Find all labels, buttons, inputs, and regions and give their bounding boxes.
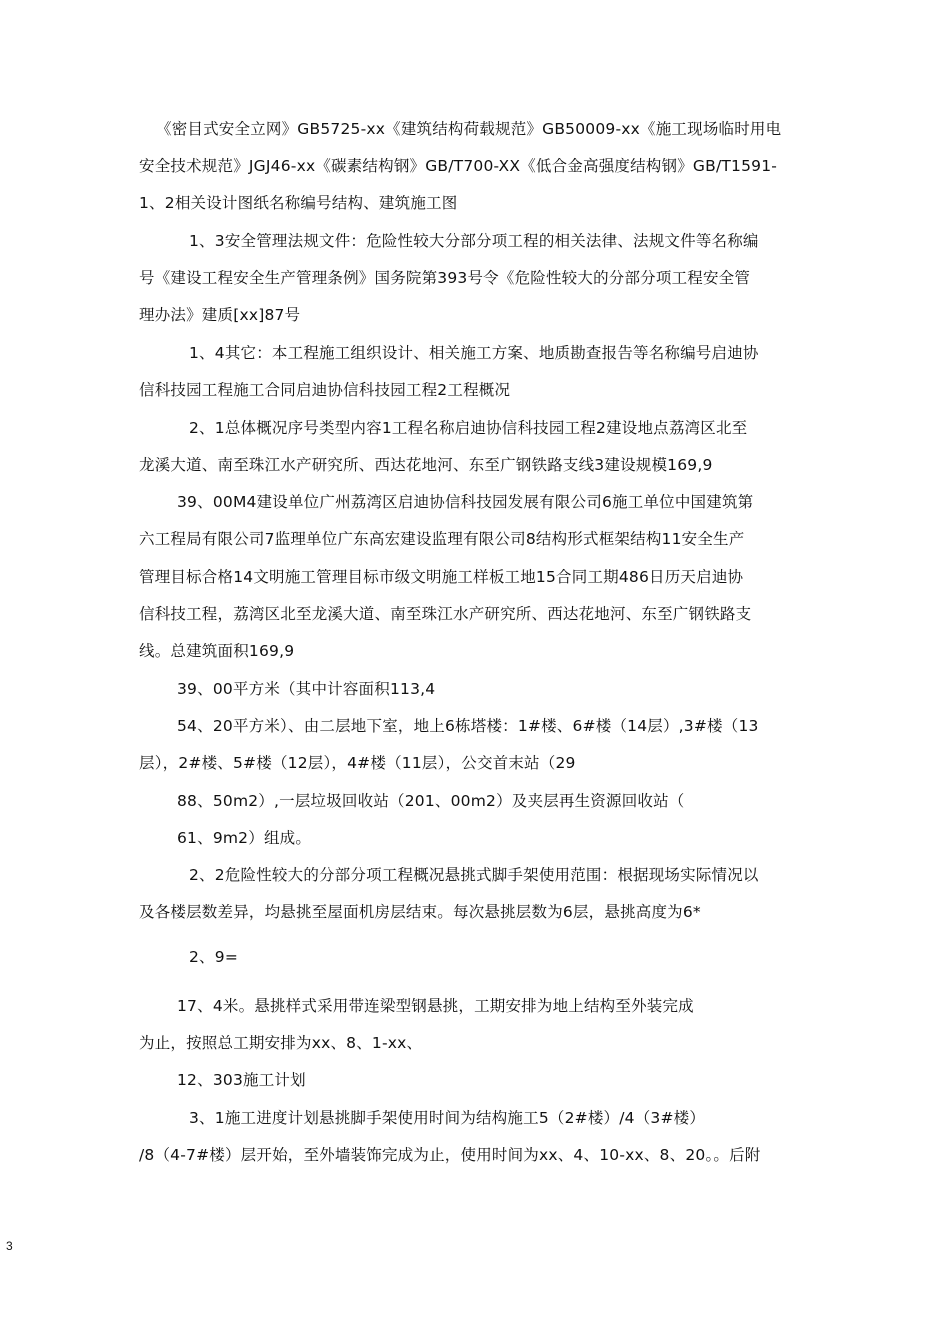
text-line: 39、00M4建设单位广州荔湾区启迪协信科技园发展有限公司6施工单位中国建筑第 bbox=[177, 493, 754, 511]
text-line: 88、50m2）,一层垃圾回收站（201、00m2）及夹层再生资源回收站（ bbox=[177, 792, 685, 810]
text-line: 六工程局有限公司7监理单位广东高宏建设监理有限公司8结构形式框架结构11安全生产 bbox=[139, 530, 745, 548]
text-line: 及各楼层数差异，均悬挑至屋面机房层结束。每次悬挑层数为6层，悬挑高度为6* bbox=[139, 903, 701, 921]
text-line: 39、00平方米（其中计容面积113,4 bbox=[177, 680, 436, 698]
text-line: 54、20平方米）、由二层地下室，地上6栋塔楼：1#楼、6#楼（14层）,3#楼（13 bbox=[177, 717, 759, 735]
text-line: 2、1总体概况序号类型内容1工程名称启迪协信科技园工程2建设地点荔湾区北至 bbox=[189, 419, 748, 437]
text-line: /8（4-7#楼）层开始，至外墙装饰完成为止，使用时间为xx、4、10-xx、8、20。。后附 bbox=[139, 1146, 761, 1164]
text-line: 线。总建筑面积169,9 bbox=[139, 642, 295, 660]
text-line: 12、303施工计划 bbox=[177, 1071, 306, 1089]
text-line: 层），2#楼、5#楼（12层），4#楼（11层），公交首末站（29 bbox=[139, 754, 576, 772]
text-line: 1、4其它：本工程施工组织设计、相关施工方案、地质勘查报告等名称编号启迪协 bbox=[189, 344, 759, 362]
text-line: 61、9m2）组成。 bbox=[177, 829, 312, 847]
text-line: 理办法》建质[xx]87号 bbox=[139, 306, 301, 324]
text-line: 2、9= bbox=[189, 948, 239, 966]
text-line: 1、2相关设计图纸名称编号结构、建筑施工图 bbox=[139, 194, 458, 212]
text-line: 龙溪大道、南至珠江水产研究所、西达花地河、东至广钢铁路支线3建设规模169,9 bbox=[139, 456, 713, 474]
text-line: 信科技园工程施工合同启迪协信科技园工程2工程概况 bbox=[139, 381, 511, 399]
text-line: 为止，按照总工期安排为xx、8、1-xx、 bbox=[139, 1034, 423, 1052]
text-line: 《密目式安全立网》GB5725-xx《建筑结构荷载规范》GB50009-xx《施工现场临时用电 bbox=[156, 120, 782, 138]
text-line: 2、2危险性较大的分部分项工程概况悬挑式脚手架使用范围：根据现场实际情况以 bbox=[189, 866, 759, 884]
text-line: 17、4米。悬挑样式采用带连梁型钢悬挑，工期安排为地上结构至外装完成 bbox=[177, 997, 694, 1015]
text-line: 1、3安全管理法规文件：危险性较大分部分项工程的相关法律、法规文件等名称编 bbox=[189, 232, 759, 250]
text-line: 安全技术规范》JGJ46-xx《碳素结构钢》GB/T700-XX《低合金高强度结构钢》GB/T1591- bbox=[139, 157, 778, 175]
text-line: 信科技工程，荔湾区北至龙溪大道、南至珠江水产研究所、西达花地河、东至广钢铁路支 bbox=[139, 605, 752, 623]
text-line: 管理目标合格14文明施工管理目标市级文明施工样板工地15合同工期486日历天启迪协 bbox=[139, 568, 744, 586]
text-line: 3、1施工进度计划悬挑脚手架使用时间为结构施工5（2#楼）/4（3#楼） bbox=[189, 1109, 706, 1127]
text-line: 号《建设工程安全生产管理条例》国务院第393号令《危险性较大的分部分项工程安全管 bbox=[139, 269, 751, 287]
page-number: 3 bbox=[6, 1239, 13, 1253]
